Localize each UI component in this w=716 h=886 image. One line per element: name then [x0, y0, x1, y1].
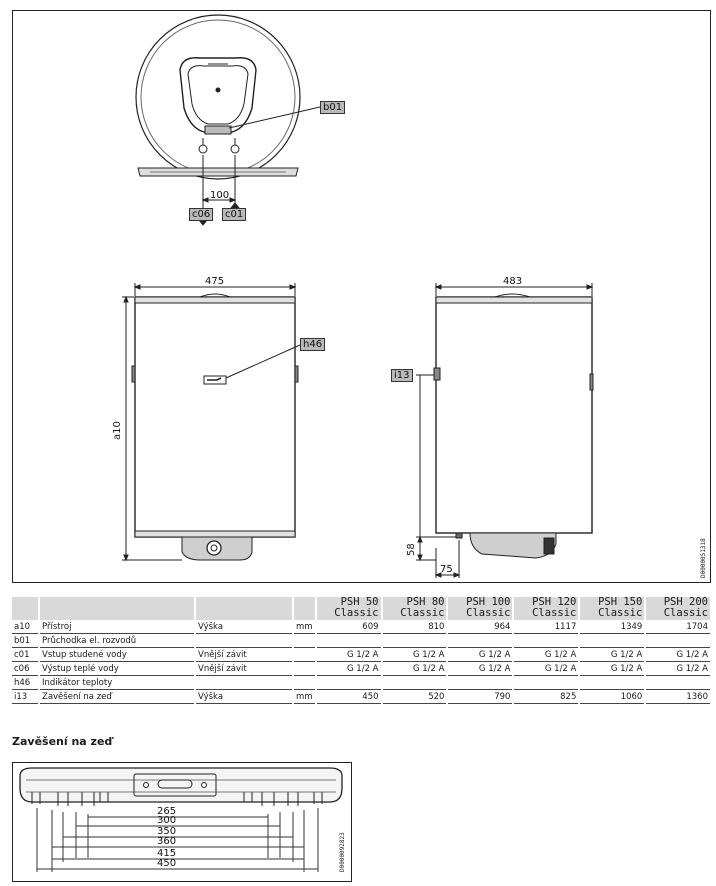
mount-dim-265: 265 — [157, 806, 177, 817]
dim-side-width: 483 — [503, 276, 523, 287]
table-row: a10 Přístroj Výška mm 609 810 964 1117 1349 1704 — [14, 621, 708, 632]
col-header-psh50: PSH 50 Classic — [316, 597, 382, 620]
table-row: b01 Průchodka el. rozvodů — [12, 634, 710, 648]
table-header-row — [12, 597, 710, 620]
col-header-psh80: PSH 80 Classic — [382, 597, 448, 620]
label-b01: b01 — [320, 101, 345, 114]
table-row: i13 Zavěšení na zeď Výška mm 450 520 790 825 1060 1360 — [14, 691, 708, 702]
table-row: c06 Výstup teplé vody Vnější závit G 1/2 A G 1/2 A G 1/2 A G 1/2 A G 1/2 A G 1/2 A — [14, 663, 708, 674]
mount-dim-415: 415 — [157, 848, 177, 859]
spec-table — [12, 597, 710, 704]
dim-top-spacing: 100 — [210, 190, 230, 201]
mount-drawing — [12, 762, 352, 882]
dim-height-ref: a10 — [112, 421, 123, 440]
mount-dim-300: 300 — [157, 815, 177, 826]
label-h46: h46 — [300, 338, 325, 351]
table-row: h46 Indikátor teploty — [12, 676, 710, 690]
section-title-mount: Zavěšení na zeď — [12, 735, 113, 748]
col-header-psh100: PSH 100 Classic — [447, 597, 513, 620]
front-view — [122, 283, 300, 560]
doc-id-main: D0000051318 — [700, 538, 707, 578]
mount-dim-360: 360 — [157, 836, 177, 847]
mount-dim-350: 350 — [157, 826, 177, 837]
table-row: c01 Vstup studené vody Vnější závit G 1/2 A G 1/2 A G 1/2 A G 1/2 A G 1/2 A G 1/2 A — [14, 649, 708, 660]
col-header-psh120: PSH 120 Classic — [513, 597, 579, 620]
label-i13: i13 — [391, 369, 413, 382]
dim-front-width: 475 — [205, 276, 225, 287]
col-header-psh200: PSH 200 Classic — [645, 597, 710, 620]
side-view — [416, 283, 593, 578]
label-c01: c01 — [222, 208, 246, 221]
dim-side-depth: 75 — [440, 564, 453, 575]
col-header-psh150: PSH 150 Classic — [579, 597, 645, 620]
mount-dim-450: 450 — [157, 858, 177, 869]
dim-side-bottom: 58 — [406, 543, 417, 556]
doc-id-mount: D0000092823 — [339, 832, 346, 872]
label-c06: c06 — [189, 208, 213, 221]
